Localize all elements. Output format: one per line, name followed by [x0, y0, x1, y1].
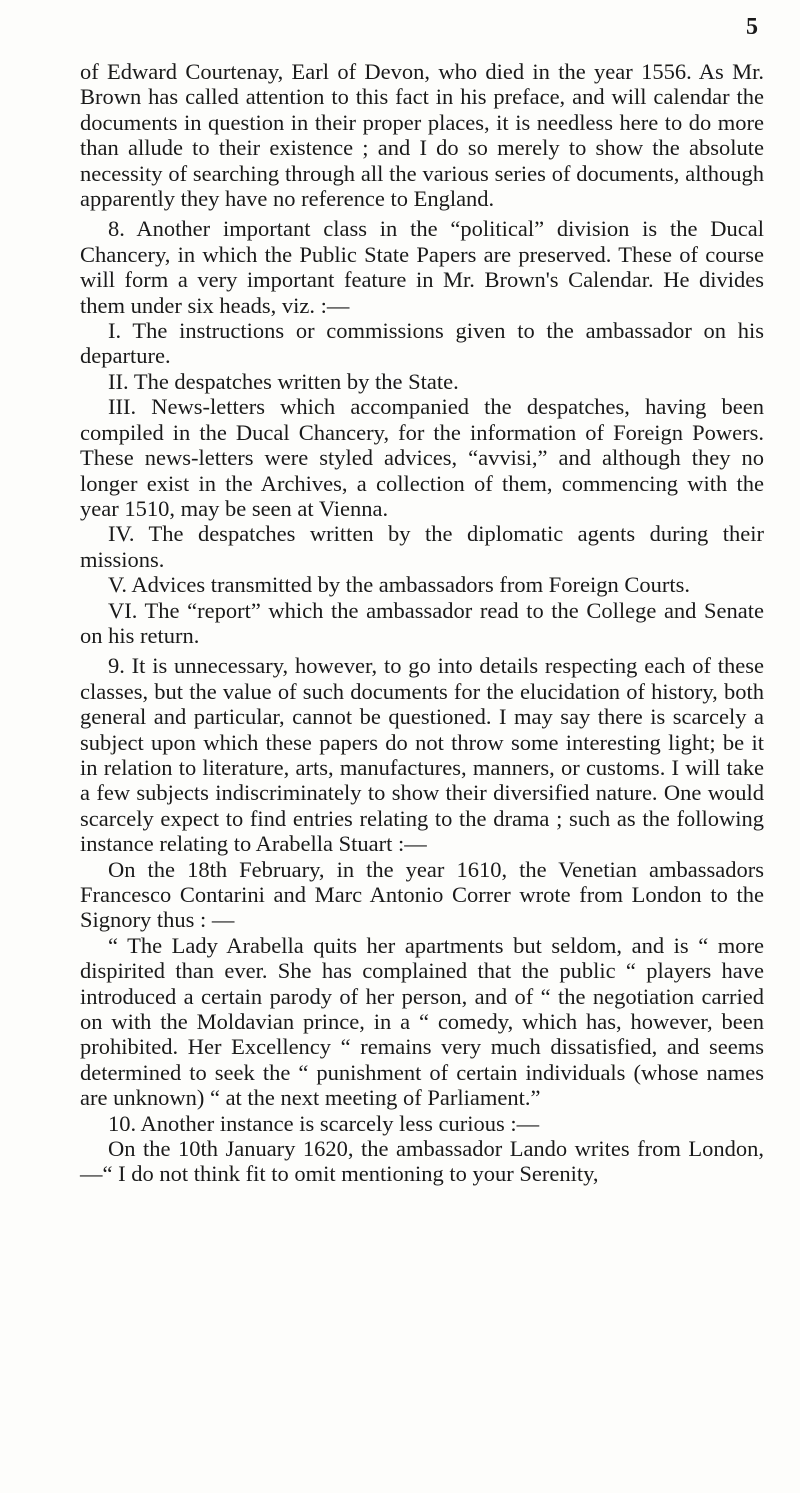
list-item-iv: IV. The despatches written by the diplomatic agents during their missions. — [80, 521, 764, 572]
list-item-i: I. The instructions or commissions given to the ambassador on his departure. — [80, 318, 764, 369]
list-item-vi: VI. The “report” which the ambassador read to the College and Senate on his return. — [80, 597, 764, 648]
paragraph-10: 10. Another instance is scarcely less curious :— — [108, 1110, 540, 1136]
list-item-ii: II. The despatches written by the State. — [108, 368, 459, 394]
page-number: 5 — [746, 14, 758, 40]
body-text — [80, 59, 764, 1187]
list-item-v: V. Advices transmitted by the ambassadors from Foreign Courts. — [108, 572, 691, 598]
quotation-arabella: “ The Lady Arabella quits her apartments but seldom, and is “ more dispirited than ever. She has complained that the public “ players have introduced a certain parody of her person, and of “ the negotiation carried on with the Moldavian prince, in a “ comedy, which has, however, been prohibited. Her Excellency “ remains very much dissatisfied, and seems determined to seek the “ punishment of certain individuals (whose names are unknown) “ at the next meeting of Parliament.” — [80, 932, 764, 1111]
paragraph-8: 8. Another important class in the “political” division is the Ducal Chancery, in which the Public State Papers are preserved. These of course will form a very important feature in Mr. Brown's Calendar. He divides them under six heads, viz. :— — [80, 216, 764, 318]
list-item-iii: III. News-letters which accompanied the despatches, having been compiled in the Ducal Chancery, for the information of Foreign Powers. These news-letters were styled advices, “avvisi,” and although they no longer exist in the Archives, a collection of them, commencing with the year 1510, may be seen at Vienna. — [80, 394, 764, 521]
paragraph-lando: On the 10th January 1620, the ambassador Lando writes from London,—“ I do not think fit to omit mentioning to your Serenity, — [80, 1136, 764, 1187]
paragraph-9: 9. It is unnecessary, however, to go into details respecting each of these classes, but the value of such documents for the elucidation of history, both general and particular, cannot be questioned. I may say there is scarcely a subject upon which these papers do not throw some interesting light; be it in relation to literature, arts, manufactures, manners, or customs. I will take a few subjects indiscriminately to show their diversified nature. One would scarcely expect to find entries relating to the drama ; such as the following instance relating to Arabella Stuart :— — [80, 653, 764, 857]
paragraph-arabella-intro: On the 18th February, in the year 1610, the Venetian ambassadors Francesco Contarini and Marc Antonio Correr wrote from London to the Signory thus : — — [80, 856, 764, 933]
paragraph-continuation: of Edward Courtenay, Earl of Devon, who died in the year 1556. As Mr. Brown has called attention to this fact in his preface, and will calendar the documents in question in their proper places, it is needless here to do more than allude to their existence ; and I do so merely to show the absolute necessity of searching through all the various series of documents, although apparently they have no reference to England. — [80, 59, 764, 212]
